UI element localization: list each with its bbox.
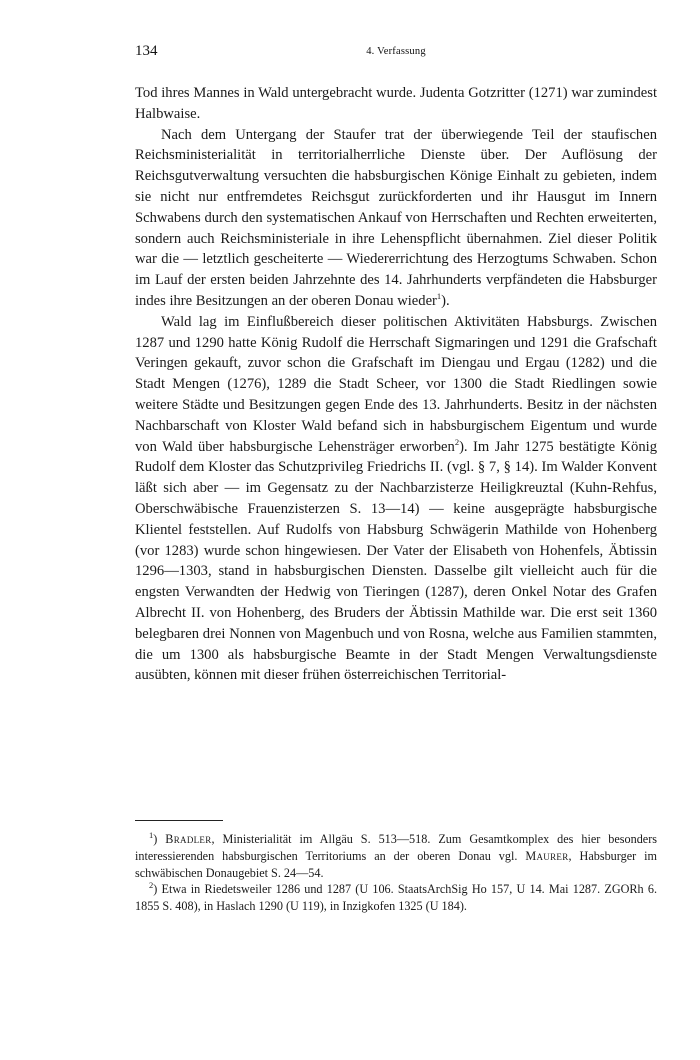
footnote-1: $^1$) Bradler, Ministerialität im Allgäu S. 513—518. Zum Gesamtkomplex des hier besonders interessierenden habsburgischen Territoriums an der oberen Donau vgl. Maurer, Habsburger im schwäbischen Donaugebiet S. 24—54. <box>135 829 657 880</box>
paragraph-1 <box>135 83 657 125</box>
footnote-1-text-a: , Ministerialität im Allgäu S. 513—518. Zum Gesamtkomplex des hier besonders interessierenden habsburgischen Territoriums an der oberen Donau vgl. <box>135 832 657 863</box>
footnote-2-text: Etwa in Riedetsweiler 1286 und 1287 (U 106. StaatsArchSig Ho 157, U 14. Mai 1287. ZGORh 6. 1855 S. 408), in Haslach 1290 (U 119), in Inzigkofen 1325 (U 184). <box>135 882 657 914</box>
footnote-1-author-2: Maurer <box>525 848 569 863</box>
footnotes <box>135 831 657 915</box>
paragraph-1-text: Tod ihres Mannes in Wald untergebracht wurde. Judenta Gotzritter (1271) war zumindest Halbwaise. <box>135 85 657 122</box>
footnote-1-text-b: , Habsburger im schwäbischen Donaugebiet S. 24—54. <box>135 848 657 880</box>
paragraph-2-end: ). <box>441 292 450 309</box>
running-head: 4. Verfassung <box>366 46 426 57</box>
footnote-ref-2: 2 <box>454 436 460 447</box>
footnote-1-mark: 1 <box>149 829 154 840</box>
page-number: 134 <box>135 43 158 59</box>
footnote-ref-1: 1 <box>436 291 442 302</box>
paragraph-2 <box>135 125 657 312</box>
footnote-1-author-1: Bradler <box>165 832 212 846</box>
paragraph-3-text-b: ). Im Jahr 1275 bestätigte König Rudolf dem Kloster das Schutzprivileg Friedrichs II. (vgl. § 7, § 14). Im Walder Konvent läßt sich aber — im Gegensatz zu der Nachbarzisterze Heiligkreuztal (Kuhn-Rehfus, Oberschwäbische Frauenzisterzen S. 13—14) — keine ausgeprägte habsburgische Klientel feststellen. Auf Rudolfs von Habsburg Schwägerin Mathilde von Hohenberg (vor 1283) wurde schon hingewiesen. Der Vater der Elisabeth von Hohenfels, Äbtissin 1296—1303, stand in habsburgischen Diensten. Dasselbe gilt vielleicht auch für die engsten Verwandten der Hedwig von Tieringen (1287), deren Onkel Notar des Grafen Albrecht II. von Hohenberg, des Bruders der Äbtissin Mathilde war. Die erst seit 1360 belegbaren drei Nonnen von Magenbuch und von Rosna, welche aus Familien stammten, die um 1300 als habsburgische Beamte in der Stadt Mengen Verwaltungsdienste ausübten, können mit dieser frühen österreichischen Territorial- <box>135 438 658 684</box>
footnote-2: $^2$) Etwa in Riedetsweiler 1286 und 1287 (U 106. StaatsArchSig Ho 157, U 14. Mai 1287. ZGORh 6. 1855 S. 408), in Haslach 1290 (U 119), in Inzigkofen 1325 (U 184). <box>135 880 657 914</box>
paragraph-3 <box>135 312 657 686</box>
paragraph-2-text: Nach dem Untergang der Staufer trat der überwiegende Teil der staufischen Reichsministerialität in territorialherrliche Dienste über. Der Auflösung der Reichsgutverwaltung versuchten die habsburgischen Könige Einhalt zu gebieten, indem sie nicht nur entfremdetes Reichsgut zurückforderten und ihr Hausgut im Innern Schwabens durch den systematischen Ankauf von Herrschaften und Rechten erweiterten, sondern auch Reichsministeriale in ihre Lehenspflicht übernahmen. Ziel dieser Politik war die — letztlich gescheiterte — Wiedererrichtung des Herzogtums Schwaben. Schon im Lauf der ersten beiden Jahrzehnte des 14. Jahrhunderts verpfändeten die Habsburger indes ihre Besitzungen an der oberen Donau wieder <box>135 126 657 309</box>
footnote-divider <box>135 820 223 821</box>
footnote-2-mark: 2 <box>149 880 154 891</box>
paragraph-3-text-a: Wald lag im Einflußbereich dieser politischen Aktivitäten Habsburgs. Zwischen 1287 und 1290 hatte König Rudolf die Herrschaft Sigmaringen und 1291 die Grafschaft Veringen gekauft, zuvor schon die Grafschaft im Diengau und Ergau (1282) und die Stadt Mengen (1276), 1289 die Stadt Scheer, vor 1300 die Stadt Riedlingen sowie weitere Städte und Besitzungen gegen Ende des 13. Jahrhunderts. Besitz in der nächsten Nachbarschaft von Kloster Wald befand sich in habsburgischem Eigentum und wurde von Wald über habsburgische Lehensträger erworben <box>135 313 657 455</box>
body-text <box>135 83 657 686</box>
page-header <box>135 43 657 65</box>
